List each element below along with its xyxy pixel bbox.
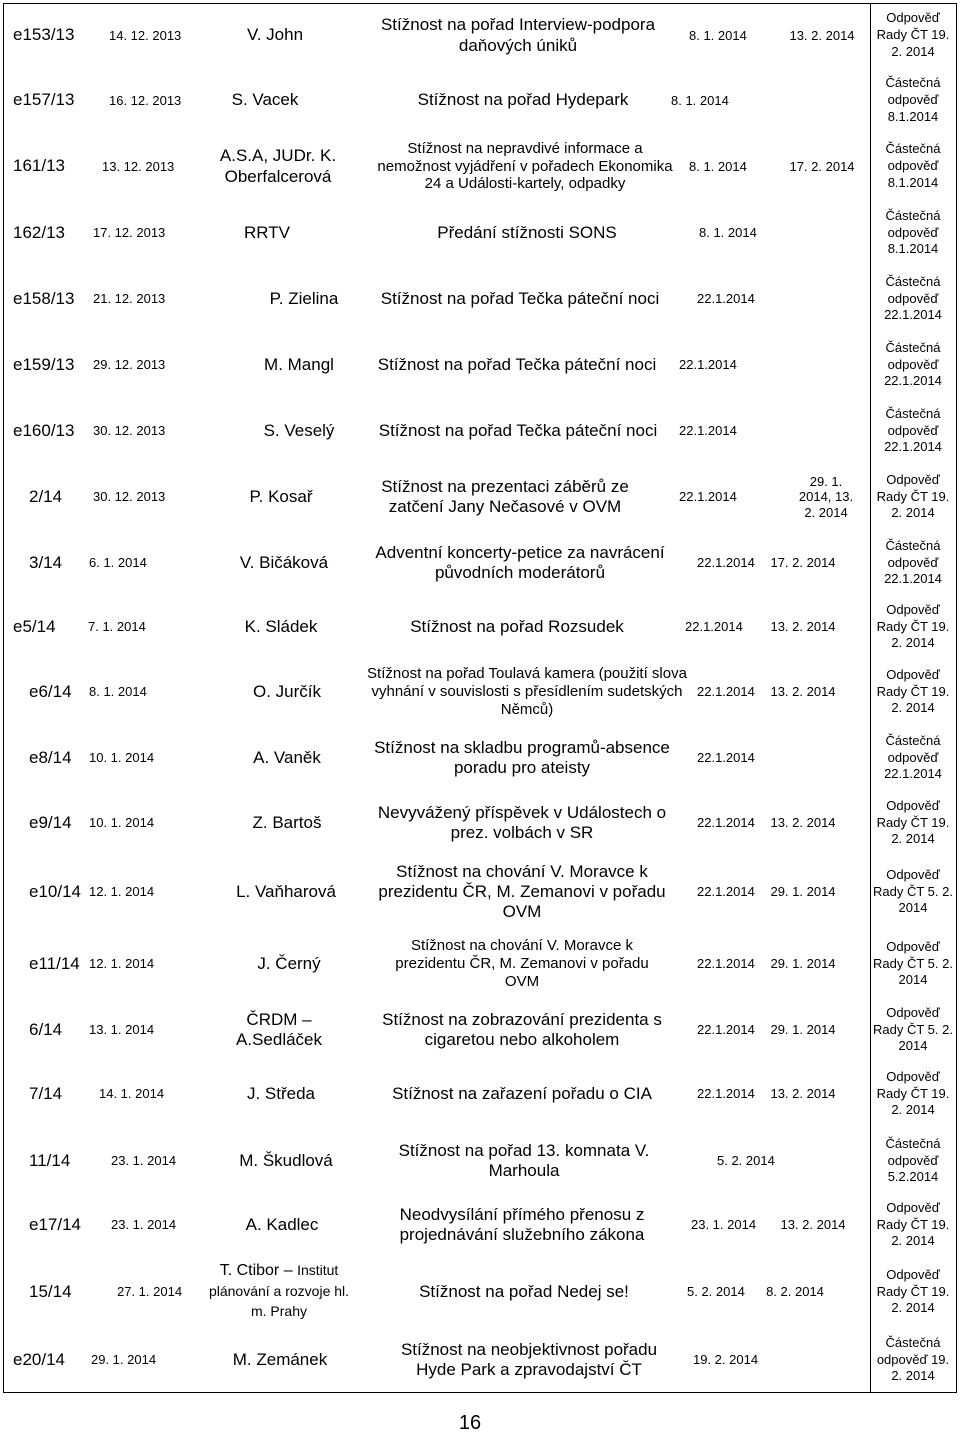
row-date-1: 8. 1. 2014 — [699, 225, 757, 241]
row-name: A. Kadlec — [245, 1214, 319, 1234]
row-date: 29. 1. 2014 — [91, 1352, 157, 1368]
row-result: Odpověď Rady ČT 19. 2. 2014 — [876, 797, 950, 847]
row-result: Odpověď Rady ČT 19. 2. 2014 — [876, 1266, 950, 1316]
row-name: M. Škudlová — [239, 1150, 333, 1170]
row-name: V. John — [246, 25, 304, 45]
row-result: Odpověď Rady ČT 19. 2. 2014 — [876, 1199, 950, 1249]
row-date-1: 19. 2. 2014 — [693, 1352, 759, 1368]
row-date-1: 22.1.2014 — [697, 750, 755, 766]
row-date-2: 17. 2. 2014 — [789, 158, 855, 174]
row-date: 23. 1. 2014 — [111, 1217, 177, 1233]
row-subject: Stížnost na pořad Hydepark — [417, 90, 629, 110]
row-date-1: 23. 1. 2014 — [691, 1217, 757, 1233]
row-date-2: 29. 1. 2014 — [770, 884, 836, 900]
row-subject: Stížnost na pořad Nedej se! — [419, 1281, 629, 1301]
row-date-1: 5. 2. 2014 — [717, 1153, 775, 1169]
row-result: Částečná odpověď 22.1.2014 — [884, 339, 942, 389]
row-id: 7/14 — [29, 1083, 63, 1103]
row-id: e160/13 — [13, 420, 75, 440]
row-date: 30. 12. 2013 — [93, 489, 166, 505]
row-date-1: 22.1.2014 — [697, 684, 755, 700]
row-date-2: 29. 1. 2014 — [770, 956, 836, 972]
row-id: 15/14 — [29, 1281, 72, 1301]
row-id: e159/13 — [13, 354, 75, 374]
row-result: Odpověď Rady ČT 19. 2. 2014 — [876, 601, 950, 651]
row-name: J. Středa — [246, 1083, 316, 1103]
row-id: e17/14 — [29, 1214, 81, 1234]
table-row — [3, 3, 869, 68]
row-result: Odpověď Rady ČT 5. 2. 2014 — [873, 866, 953, 916]
row-result: Částečná odpověď 5.2.2014 — [885, 1135, 941, 1185]
row-result: Částečná odpověď 22.1.2014 — [884, 273, 942, 323]
row-id: e10/14 — [29, 881, 81, 901]
row-subject: Stížnost na nepravdivé informace a nemožnost vyjádření v pořadech Ekonomika 24 a Události-kartely, odpadky — [377, 139, 673, 193]
table-row — [3, 1194, 869, 1256]
row-date: 14. 1. 2014 — [99, 1086, 165, 1102]
row-subject: Stížnost na neobjektivnost pořadu Hyde Park a zpravodajství ČT — [400, 1339, 658, 1379]
row-id: e153/13 — [13, 25, 75, 45]
row-id: e157/13 — [13, 90, 75, 110]
row-name-main: T. Ctibor – — [219, 1261, 293, 1279]
row-name: A. Vaněk — [253, 747, 321, 767]
row-subject: Stížnost na skladbu programů-absence poradu pro ateisty — [374, 737, 670, 777]
row-result: Částečná odpověď 19. 2. 2014 — [876, 1334, 950, 1384]
row-result: Odpověď Rady ČT 5. 2. 2014 — [873, 938, 953, 988]
page-number-text: 16 — [458, 1412, 482, 1434]
row-result: Částečná odpověď 8.1.2014 — [885, 207, 941, 257]
row-date-2: 13. 2. 2014 — [789, 27, 855, 43]
table-row — [3, 200, 869, 266]
row-name: S. Vacek — [231, 90, 299, 110]
row-subject: Stížnost na chování V. Moravce k prezidentu ČR, M. Zemanovi v pořadu OVM — [395, 937, 649, 990]
table-row — [3, 398, 869, 464]
row-date-2: 13. 2. 2014 — [770, 1086, 836, 1102]
row-result: Částečná odpověď 22.1.2014 — [884, 405, 942, 455]
row-date: 13. 1. 2014 — [89, 1022, 155, 1038]
row-date-2: 13. 2. 2014 — [770, 619, 836, 635]
row-name: V. Bičáková — [239, 552, 329, 572]
row-id: 6/14 — [29, 1019, 63, 1039]
row-date-2: 8. 2. 2014 — [766, 1284, 824, 1300]
row-result: Částečná odpověď 22.1.2014 — [884, 732, 942, 782]
row-id: e6/14 — [29, 681, 72, 701]
row-date-1: 22.1.2014 — [697, 1022, 755, 1038]
row-subject: Stížnost na pořad Tečka páteční noci — [380, 288, 660, 308]
row-result: Odpověď Rady ČT 5. 2. 2014 — [873, 1004, 953, 1054]
row-id: 11/14 — [29, 1150, 71, 1170]
row-date: 7. 1. 2014 — [88, 619, 146, 635]
row-subject: Stížnost na pořad Tečka páteční noci — [378, 420, 658, 440]
row-id: 2/14 — [29, 486, 63, 506]
row-name: K. Sládek — [244, 616, 318, 636]
row-subject: Neodvysílání přímého přenosu z projednávání služebního zákona — [399, 1204, 645, 1244]
row-date: 12. 1. 2014 — [89, 956, 155, 972]
row-date-2: 17. 2. 2014 — [770, 555, 836, 571]
table-row — [3, 464, 869, 530]
row-name: L. Vaňharová — [236, 881, 336, 901]
row-id: e11/14 — [29, 953, 80, 973]
table-row — [3, 332, 869, 398]
table-row — [3, 1000, 869, 1060]
row-name: M. Zemánek — [232, 1349, 328, 1369]
row-date-1: 22.1.2014 — [697, 291, 755, 307]
row-date: 21. 12. 2013 — [93, 291, 166, 307]
row-date-1: 22.1.2014 — [697, 956, 755, 972]
row-date: 13. 12. 2013 — [102, 158, 175, 174]
table-row — [3, 658, 869, 726]
table-row — [3, 596, 869, 658]
table-row — [3, 133, 869, 200]
row-date-2: 13. 2. 2014 — [780, 1217, 846, 1233]
row-date-1: 22.1.2014 — [679, 489, 737, 505]
row-id: 3/14 — [29, 552, 63, 572]
row-id: 162/13 — [13, 222, 65, 242]
row-result: Částečná odpověď 8.1.2014 — [885, 141, 941, 190]
table-row — [3, 1060, 869, 1128]
row-date-1: 22.1.2014 — [697, 1086, 755, 1102]
row-date-1: 22.1.2014 — [685, 619, 743, 635]
row-subject: Stížnost na pořad Toulavá kamera (použití slova vyhnání v souvislosti s přesídlením sudetských Němců) — [367, 665, 687, 718]
row-id: e9/14 — [29, 812, 72, 832]
row-date: 10. 1. 2014 — [89, 750, 155, 766]
row-subject: Stížnost na pořad Tečka páteční noci — [377, 354, 657, 374]
table-row — [3, 530, 869, 596]
table-row — [3, 856, 869, 928]
row-date: 10. 1. 2014 — [89, 815, 155, 831]
row-date: 12. 1. 2014 — [89, 884, 155, 900]
row-id: e158/13 — [13, 288, 75, 308]
row-name-rest: Institut plánování a rozvoje hl. m. Prahy — [208, 1261, 350, 1320]
table-row — [3, 68, 869, 133]
row-date: 8. 1. 2014 — [89, 684, 147, 700]
row-date: 14. 12. 2013 — [109, 27, 182, 43]
row-date: 29. 12. 2013 — [93, 357, 166, 373]
row-date-1: 5. 2. 2014 — [687, 1284, 745, 1300]
table-row — [3, 1256, 869, 1328]
page-number — [0, 1412, 960, 1435]
row-subject: Stížnost na zařazení pořadu o CIA — [392, 1083, 652, 1103]
row-date: 6. 1. 2014 — [89, 555, 147, 571]
row-subject: Nevyvážený příspěvek v Událostech o prez. volbách v SR — [377, 802, 667, 842]
row-id: e5/14 — [13, 616, 56, 636]
row-date-2: 29. 1. 2014 — [770, 1022, 836, 1038]
row-result: Odpověď Rady ČT 19. 2. 2014 — [876, 10, 950, 59]
row-result: Částečná odpověď 22.1.2014 — [884, 537, 942, 587]
row-subject: Stížnost na pořad Rozsudek — [410, 616, 624, 636]
row-date-1: 22.1.2014 — [697, 555, 755, 571]
row-name — [203, 1256, 355, 1328]
row-date: 30. 12. 2013 — [93, 423, 166, 439]
row-date-1: 8. 1. 2014 — [689, 158, 747, 174]
row-name: P. Kosař — [249, 486, 313, 506]
row-date: 27. 1. 2014 — [117, 1284, 183, 1300]
row-date-1: 8. 1. 2014 — [689, 27, 747, 43]
row-subject: Předání stížnosti SONS — [437, 222, 617, 242]
row-subject: Stížnost na pořad Interview-podpora daňových úniků — [380, 15, 656, 55]
row-id: e8/14 — [29, 747, 72, 767]
table-row — [3, 266, 869, 332]
row-date-1: 22.1.2014 — [697, 884, 755, 900]
table-row — [3, 790, 869, 856]
row-subject: Adventní koncerty-petice za navrácení původních moderátorů — [375, 542, 665, 582]
row-date: 16. 12. 2013 — [109, 92, 182, 108]
row-date-2: 29. 1. 2014, 13. 2. 2014 — [798, 474, 854, 520]
row-subject: Stížnost na zobrazování prezidenta s cigaretou nebo alkoholem — [382, 1009, 662, 1049]
row-subject: Stížnost na pořad 13. komnata V. Marhoula — [398, 1140, 650, 1180]
row-date-1: 8. 1. 2014 — [671, 92, 729, 108]
row-result: Odpověď Rady ČT 19. 2. 2014 — [876, 471, 950, 521]
table-row — [3, 928, 869, 1000]
row-date-2: 13. 2. 2014 — [770, 684, 836, 700]
table-row — [3, 1328, 869, 1392]
row-subject: Stížnost na prezentaci záběrů ze zatčení Jany Nečasové v OVM — [381, 476, 629, 516]
row-subject: Stížnost na chování V. Moravce k prezidentu ČR, M. Zemanovi v pořadu OVM — [378, 861, 666, 922]
row-name: ČRDM – A.Sedláček — [236, 1009, 323, 1049]
row-result: Odpověď Rady ČT 19. 2. 2014 — [876, 1068, 950, 1118]
row-name: J. Černý — [257, 953, 321, 973]
row-name: S. Veselý — [263, 420, 335, 440]
row-date: 23. 1. 2014 — [111, 1153, 177, 1169]
row-name: O. Jurčík — [252, 681, 321, 701]
row-name: P. Zielina — [269, 288, 339, 308]
row-name: Z. Bartoš — [252, 812, 322, 832]
row-date-2: 13. 2. 2014 — [770, 815, 836, 831]
row-name: A.S.A, JUDr. K. Oberfalcerová — [219, 146, 337, 186]
row-date-1: 22.1.2014 — [679, 357, 737, 373]
row-date-1: 22.1.2014 — [697, 815, 755, 831]
table-row — [3, 1128, 869, 1194]
row-result: Částečná odpověď 8.1.2014 — [885, 75, 941, 124]
row-id: 161/13 — [13, 156, 65, 176]
row-result: Odpověď Rady ČT 19. 2. 2014 — [876, 666, 950, 716]
row-date-1: 22.1.2014 — [679, 423, 737, 439]
row-name: RRTV — [244, 222, 290, 242]
row-id: e20/14 — [13, 1349, 65, 1369]
table-row — [3, 726, 869, 790]
row-date: 17. 12. 2013 — [93, 225, 166, 241]
row-name: M. Mangl — [264, 354, 334, 374]
